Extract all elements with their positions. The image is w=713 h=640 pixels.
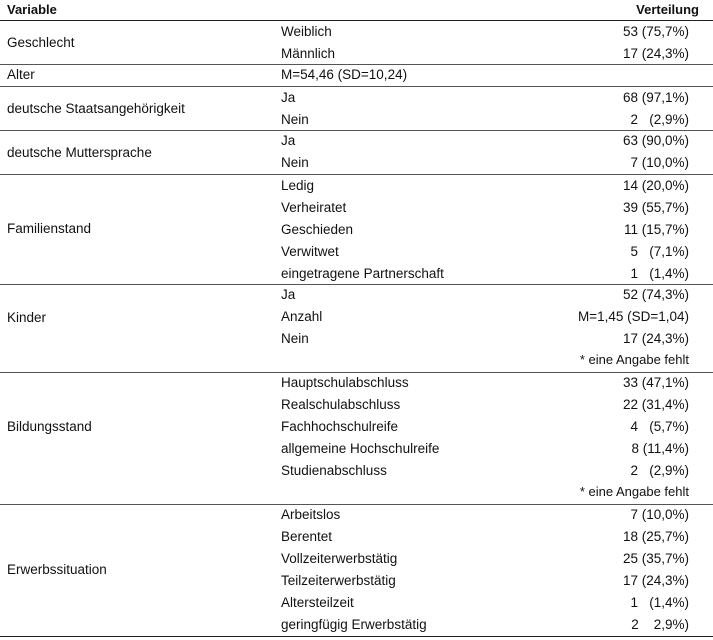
category: Geschieden [281,222,354,237]
value: 18 (25,7%) [622,529,689,544]
table-header [0,0,713,21]
value: 17 (24,3%) [622,573,689,588]
category: Nein [281,331,309,346]
value: 17 (24,3%) [622,331,689,346]
group-label: deutsche Staatsangehörigkeit [7,101,185,116]
category: Ledig [281,178,315,193]
group-label: Geschlecht [7,35,75,50]
category: Männlich [281,46,336,61]
category: Arbeitslos [281,507,341,522]
footnote: * eine Angabe fehlt [579,352,689,367]
value: 33 (47,1%) [622,375,689,390]
value: 1 (1,4%) [630,266,689,281]
group-label: Kinder [7,310,47,325]
value: 63 (90,0%) [622,133,689,148]
category: Ja [281,133,296,148]
category: Ja [281,90,296,105]
value: 25 (35,7%) [622,551,689,566]
value: 7 (10,0%) [630,507,689,522]
value: 2 (2,9%) [630,112,689,127]
value: 39 (55,7%) [622,200,689,215]
header-distribution: Verteilung [636,2,699,17]
group-divider [0,64,713,65]
group-divider [0,504,713,505]
value: 5 (7,1%) [630,244,689,259]
group-label: Alter [7,67,35,82]
table-bottom-rule [0,636,713,637]
value: 2 (2,9%) [630,463,689,478]
value: 8 (11,4%) [631,441,689,456]
value: 7 (10,0%) [630,155,689,170]
category: Verwitwet [281,244,339,259]
group-divider [0,174,713,175]
category: allgemeine Hochschulreife [281,441,440,456]
category: geringfügig Erwerbstätig [281,617,427,632]
category: Anzahl [281,309,323,324]
footnote: * eine Angabe fehlt [579,484,689,499]
group-divider [0,284,713,285]
group-divider [0,130,713,131]
group-label: Erwerbssituation [7,562,107,577]
category: Realschulabschluss [281,397,401,412]
value: 53 (75,7%) [622,24,689,39]
category: Altersteilzeit [281,595,354,610]
category: Hauptschulabschluss [281,375,409,390]
category: Verheiratet [281,200,347,215]
category: M=54,46 (SD=10,24) [281,67,408,82]
group-label: Familienstand [7,221,92,236]
value: 68 (97,1%) [622,90,689,105]
value: 14 (20,0%) [622,178,689,193]
category: Vollzeiterwerbstätig [281,551,398,566]
category: Berentet [281,529,333,544]
category: Fachhochschulreife [281,419,399,434]
category: Nein [281,155,309,170]
group-divider [0,372,713,373]
header-variable: Variable [7,2,57,17]
group-divider [0,86,713,87]
value: 11 (15,7%) [623,222,689,237]
value: 52 (74,3%) [622,287,689,302]
category: Studienabschluss [281,463,387,478]
category: Nein [281,112,309,127]
value: 1 (1,4%) [630,595,689,610]
value: M=1,45 (SD=1,04) [577,309,689,324]
value: 22 (31,4%) [622,397,689,412]
value: 17 (24,3%) [622,46,689,61]
value: 2 2,9%) [631,617,689,632]
category: Weiblich [281,24,332,39]
group-label: Bildungsstand [7,419,92,434]
category: eingetragene Partnerschaft [281,266,444,281]
value: 4 (5,7%) [630,419,689,434]
group-label: deutsche Muttersprache [7,145,152,160]
category: Ja [281,287,296,302]
category: Teilzeiterwerbstätig [281,573,396,588]
